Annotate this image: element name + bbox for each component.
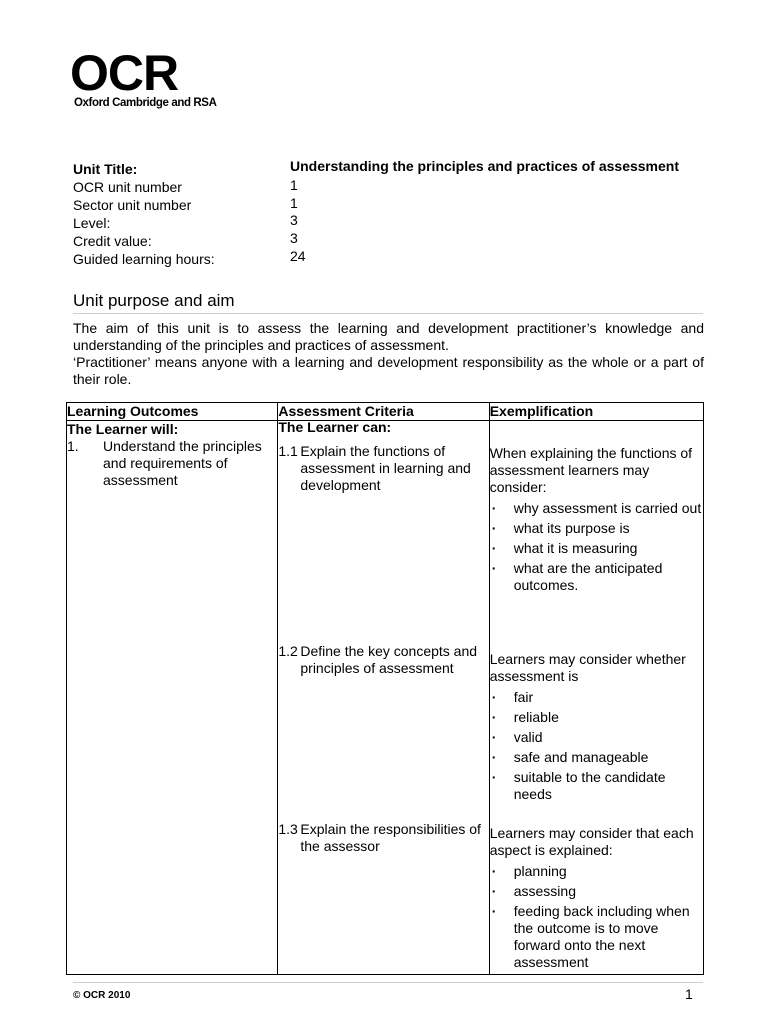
list-item: · safe and manageable	[490, 749, 703, 766]
logo-wordmark: OCR	[70, 45, 179, 101]
list-item: · assessing	[490, 883, 703, 900]
criterion-text: Explain the responsibilities of the assessor	[300, 821, 481, 854]
list-item: · planning	[490, 863, 703, 880]
unit-title-row	[73, 160, 713, 178]
logo-tagline: Oxford Cambridge and RSA	[74, 97, 217, 109]
criterion-text: Explain the functions of assessment in learning and development	[300, 443, 471, 493]
list-item: · what its purpose is	[490, 520, 703, 537]
info-label: Credit value:	[73, 233, 152, 249]
learner-can-label: The Learner can:	[278, 419, 392, 435]
info-row	[73, 178, 713, 196]
outcome-number: 1.	[67, 438, 79, 454]
exemplification-intro: When explaining the functions of assessment learners may consider:	[489, 445, 693, 495]
criteria-cell	[278, 421, 489, 975]
outcome-text: Understand the principles and requirements of assessment	[103, 438, 262, 488]
list-item: · why assessment is carried out	[490, 500, 703, 517]
header-exemplification: Exemplification	[489, 403, 703, 421]
page-number: 1	[685, 986, 693, 1002]
criterion-text: Define the key concepts and principles of assessment	[300, 643, 478, 676]
criterion-number: 1.1	[278, 443, 298, 459]
info-value: 24	[290, 248, 306, 264]
info-label: Level:	[73, 215, 111, 231]
criterion-number: 1.3	[278, 821, 298, 837]
criterion	[278, 821, 488, 855]
info-row	[73, 196, 713, 214]
learner-will-label: The Learner will:	[67, 421, 179, 437]
list-item: · reliable	[490, 709, 703, 726]
criterion	[278, 443, 488, 643]
purpose-paragraph: ‘Practitioner’ means anyone with a learning and development responsibility as the whole or a part of their role.	[73, 354, 704, 387]
unit-info	[73, 160, 713, 268]
exemplification-block	[490, 825, 703, 971]
bullet-list	[490, 689, 703, 803]
table-row	[67, 421, 704, 975]
info-value: 1	[290, 195, 298, 211]
outcome-cell	[67, 421, 278, 975]
criterion	[278, 643, 488, 821]
info-value: 3	[290, 212, 298, 228]
exemplification-intro: Learners may consider whether assessment is	[489, 651, 686, 684]
info-row	[73, 214, 713, 232]
info-value: 3	[290, 230, 298, 246]
exemplification-intro: Learners may consider that each aspect is explained:	[489, 825, 694, 858]
section-divider	[73, 313, 703, 314]
table-header-row	[67, 403, 704, 421]
list-item: · feeding back including when the outcome is to move forward onto the next assessment	[490, 903, 703, 971]
list-item: · what it is measuring	[490, 540, 703, 557]
footer-divider	[73, 982, 703, 983]
list-item: · valid	[490, 729, 703, 746]
list-item: · fair	[490, 689, 703, 706]
purpose-text	[73, 320, 704, 388]
unit-title-value: Understanding the principles and practices of assessment	[290, 158, 679, 174]
exemplification-block	[490, 651, 703, 825]
learning-outcome	[67, 438, 277, 489]
exemplification-block	[490, 445, 703, 645]
purpose-paragraph: The aim of this unit is to assess the learning and development practitioner’s knowledge and understanding of the principles and practices of assessment.	[73, 320, 704, 353]
list-item: · what are the anticipated outcomes.	[490, 560, 703, 594]
info-label: Guided learning hours:	[73, 251, 215, 267]
bullet-list	[490, 863, 703, 971]
info-value: 1	[290, 177, 298, 193]
section-heading: Unit purpose and aim	[73, 291, 235, 310]
info-row	[73, 250, 713, 268]
ocr-logo	[70, 45, 230, 110]
header-learning-outcomes: Learning Outcomes	[67, 403, 278, 421]
info-label: OCR unit number	[73, 179, 182, 195]
footer-copyright: © OCR 2010	[73, 990, 131, 1001]
bullet-list	[490, 500, 703, 594]
exemplification-cell	[489, 421, 703, 975]
criteria-table	[66, 402, 704, 975]
list-item: · suitable to the candidate needs	[490, 769, 703, 803]
info-label: Sector unit number	[73, 197, 192, 213]
header-assessment-criteria: Assessment Criteria	[278, 403, 489, 421]
info-row	[73, 232, 713, 250]
criterion-number: 1.2	[278, 643, 298, 659]
unit-title-label: Unit Title:	[73, 161, 138, 177]
